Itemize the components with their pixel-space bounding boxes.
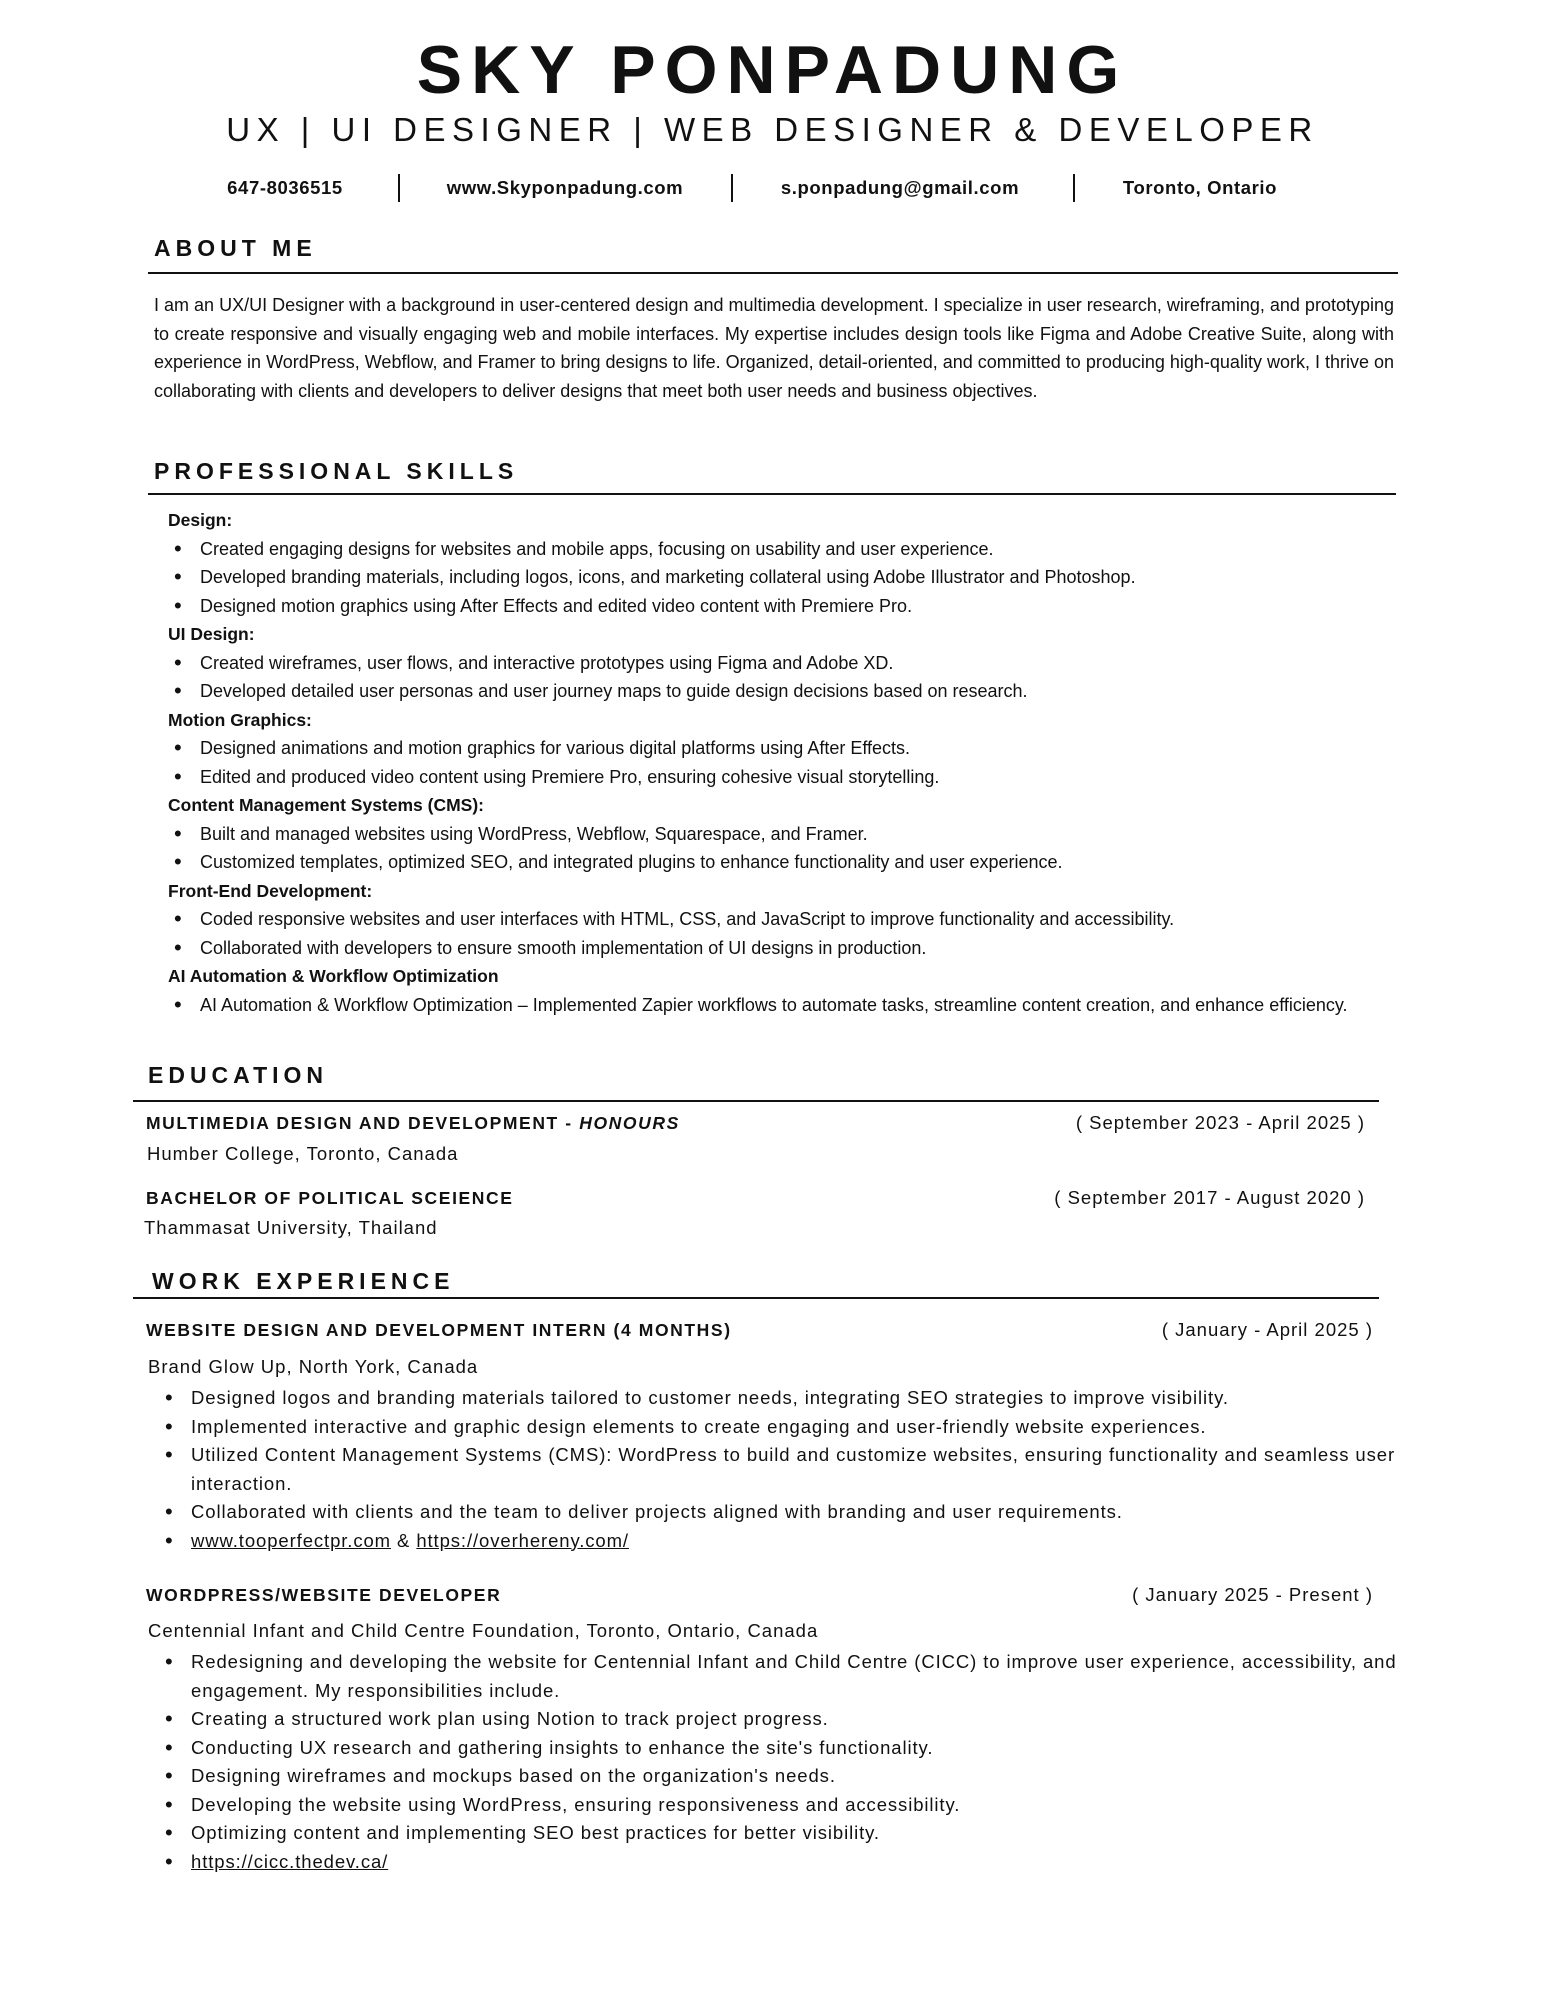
section-divider: [133, 1100, 1379, 1102]
company-name: Centennial Infant and Child Centre Foundation, Toronto, Ontario, Canada: [148, 1620, 819, 1641]
job-dates: ( January - April 2025 ): [1161, 1319, 1373, 1340]
about-heading: ABOUT ME: [154, 235, 317, 261]
skill-item: • Designed motion graphics using After Effects and edited video content with Premiere Pro.: [168, 592, 1398, 621]
work-heading: WORK EXPERIENCE: [152, 1268, 455, 1294]
skill-category-title: Design:: [168, 510, 233, 530]
job-bullet: • Developing the website using WordPress, ensuring responsiveness and accessibility.: [159, 1791, 1409, 1820]
skill-item: • Built and managed websites using WordPress, Webflow, Squarespace, and Framer.: [168, 820, 1398, 849]
degree-title: [146, 1110, 680, 1136]
portfolio-link[interactable]: https://overhereny.com/: [416, 1529, 629, 1551]
job-links: [159, 1527, 1409, 1556]
skill-category-title: UI Design:: [168, 624, 255, 644]
job-bullet: • Designing wireframes and mockups based on the organization's needs.: [159, 1762, 1409, 1791]
skill-item: • Coded responsive websites and user interfaces with HTML, CSS, and JavaScript to improve functionality and accessibility.: [168, 905, 1398, 934]
education-heading: EDUCATION: [148, 1062, 329, 1088]
portfolio-link[interactable]: www.tooperfectpr.com: [191, 1529, 391, 1551]
degree-name: MULTIMEDIA DESIGN AND DEVELOPMENT -: [146, 1113, 580, 1133]
job-title-2: WORDPRESS/WEBSITE DEVELOPER: [146, 1585, 502, 1605]
job-title: UX | UI DESIGNER | WEB DESIGNER & DEVELOPER: [226, 111, 1319, 148]
contact-bar: [0, 168, 1545, 208]
degree-dates: ( September 2023 - April 2025 ): [1075, 1112, 1365, 1133]
job-bullet: • Implemented interactive and graphic design elements to create engaging and user-friendly website experiences.: [159, 1413, 1409, 1442]
email-link[interactable]: s.ponpadung@gmail.com: [780, 177, 1020, 198]
school-name: Humber College, Toronto, Canada: [147, 1143, 459, 1164]
job-bullet: • Utilized Content Management Systems (CMS): WordPress to build and customize websites, ensuring functionality and seamless user interaction.: [159, 1441, 1409, 1498]
skill-item: • Developed detailed user personas and user journey maps to guide design decisions based on research.: [168, 677, 1398, 706]
job-bullet: • Designed logos and branding materials tailored to customer needs, integrating SEO strategies to improve visibility.: [159, 1384, 1409, 1413]
skill-item: • Customized templates, optimized SEO, and integrated plugins to enhance functionality and user experience.: [168, 848, 1398, 877]
portfolio-link[interactable]: https://cicc.thedev.ca/: [191, 1850, 389, 1872]
degree-honours: HONOURS: [579, 1113, 680, 1133]
section-divider: [148, 272, 1398, 274]
company-name: Brand Glow Up, North York, Canada: [148, 1356, 479, 1377]
job-bullet: • Conducting UX research and gathering insights to enhance the site's functionality.: [159, 1734, 1409, 1763]
job-bullets: [159, 1648, 1409, 1876]
skill-item: • Created engaging designs for websites and mobile apps, focusing on usability and user experience.: [168, 535, 1398, 564]
contact-divider: [398, 174, 400, 202]
skill-category-title: Front-End Development:: [168, 880, 373, 901]
skills-list: [168, 506, 1398, 1019]
resume-name: SKY PONPADUNG: [416, 32, 1129, 108]
skill-category-title: Content Management Systems (CMS):: [168, 795, 485, 815]
contact-divider: [731, 174, 733, 202]
skill-item: • Created wireframes, user flows, and interactive prototypes using Figma and Adobe XD.: [168, 649, 1398, 678]
job-title-1: WEBSITE DESIGN AND DEVELOPMENT INTERN (4 MONTHS): [146, 1320, 732, 1340]
job-links: [159, 1848, 1409, 1877]
website-link[interactable]: www.Skyponpadung.com: [446, 177, 684, 198]
job-bullet: • Redesigning and developing the website for Centennial Infant and Child Centre (CICC) to improve user experience, accessibility, and engagement. My responsibilities include.: [159, 1648, 1409, 1705]
job-bullet: • Creating a structured work plan using Notion to track project progress.: [159, 1705, 1409, 1734]
about-text: I am an UX/UI Designer with a background in user-centered design and multimedia development. I specialize in user research, wireframing, and prototyping to create responsive and visually engaging web and mobile interfaces. My expertise includes design tools like Figma and Adobe Creative Suite, along with experience in WordPress, Webflow, and Framer to bring designs to life. Organized, detail-oriented, and committed to producing high-quality work, I thrive on collaborating with clients and developers to deliver designs that meet both user needs and business objectives.: [154, 295, 1394, 401]
location: Toronto, Ontario: [1122, 177, 1278, 198]
skill-item: • Edited and produced video content using Premiere Pro, ensuring cohesive visual storytelling.: [168, 763, 1398, 792]
section-divider: [133, 1297, 1379, 1299]
skill-category-title: AI Automation & Workflow Optimization: [168, 966, 499, 986]
degree-title: BACHELOR OF POLITICAL SCEIENCE: [146, 1188, 514, 1208]
skill-item: • Collaborated with developers to ensure smooth implementation of UI designs in production.: [168, 934, 1398, 963]
link-separator: &: [391, 1529, 417, 1551]
skill-item: • Designed animations and motion graphics for various digital platforms using After Effects.: [168, 734, 1398, 763]
skills-heading: PROFESSIONAL SKILLS: [154, 458, 519, 484]
section-divider: [148, 493, 1396, 495]
degree-dates: ( September 2017 - August 2020 ): [1054, 1187, 1365, 1208]
job-dates: ( January 2025 - Present ): [1132, 1584, 1373, 1605]
job-bullet: • Optimizing content and implementing SEO best practices for better visibility.: [159, 1819, 1409, 1848]
skill-item: • AI Automation & Workflow Optimization – Implemented Zapier workflows to automate tasks, streamline content creation, and enhance efficiency.: [168, 991, 1398, 1020]
contact-divider: [1073, 174, 1075, 202]
school-name: Thammasat University, Thailand: [144, 1217, 438, 1238]
job-bullets: [159, 1384, 1409, 1555]
skill-category-title: Motion Graphics:: [168, 709, 312, 730]
job-bullet: • Collaborated with clients and the team to deliver projects aligned with branding and user requirements.: [159, 1498, 1409, 1527]
phone-number: 647-8036515: [227, 177, 343, 198]
skill-item: • Developed branding materials, including logos, icons, and marketing collateral using Adobe Illustrator and Photoshop.: [168, 563, 1398, 592]
